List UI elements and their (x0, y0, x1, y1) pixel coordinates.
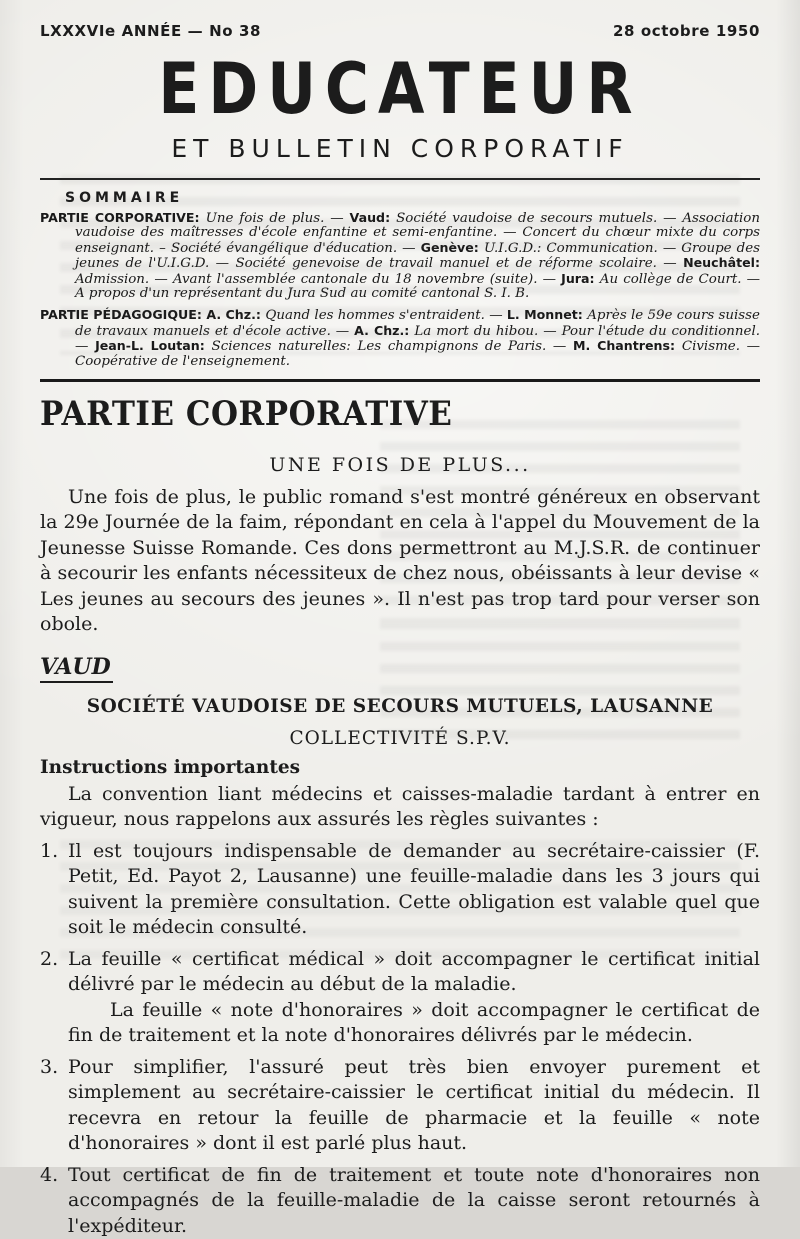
rules-list (40, 839, 760, 1239)
list-item-number: 1. (40, 839, 59, 862)
society-subtitle: COLLECTIVITÉ S.P.V. (289, 727, 511, 749)
journal-title: EDUCATEUR (158, 48, 642, 131)
masthead-row (40, 22, 760, 40)
instructions-intro: La convention liant médecins et caisses-maladie tardant à entrer en vigueur, nous rappelons aux assurés les règles suivantes : (40, 782, 760, 831)
list-item-text: Pour simplifier, l'assuré peut très bien envoyer purement et simplement au secrétaire-caissier le certificat initial du médecin. Il recevra en retour la feuille de pharmacie et la feuille « note d'honoraires » dont il est parlé plus haut. (68, 1055, 760, 1155)
article-paragraph: Une fois de plus, le public romand s'est montré généreux en observant la 29e Journée de la faim, répondant en cela à l'appel du Mouvement de la Jeunesse Suisse Romande. Ces dons permettront au M.J.S.R. de continuer à secourir les enfants nécessiteux de chez nous, obéissants à leur devise « Les jeunes au secours des jeunes ». Il n'est pas trop tard pour verser son obole. (40, 485, 760, 636)
section-heading-corporative: PARTIE CORPORATIVE (40, 394, 453, 434)
sommaire-entry-corporative: PARTIE CORPORATIVE: Une fois de plus. — Vaud: Société vaudoise de secours mutuels. — Association vaudoise des maîtresses d'école enfantine et semi-enfantine. — Concert du chœur mixte du corps enseignant. – Société évangélique d'éducation. — Genève: U.I.G.D.: Communication. — Groupe des jeunes de l'U.I.G.D. — Société genevoise de travail manuel et de réforme scolaire. — Neuchâtel: Admission. — Avant l'assemblée cantonale du 18 novembre (suite). — Jura: Au collège de Court. — A propos d'un représentant du Jura Sud au comité cantonal S. I. B. (40, 210, 761, 302)
list-item-number: 4. (40, 1163, 59, 1186)
list-item (40, 1055, 760, 1157)
journal-subtitle: ET BULLETIN CORPORATIF (171, 134, 629, 163)
region-heading-vaud: VAUD (40, 654, 760, 683)
issue-number: LXXXVIe ANNÉE — No 38 (40, 22, 262, 40)
list-item-text: Tout certificat de fin de traitement et toute note d'honoraires non accompagnés de la feuille-maladie de la caisse seront retournés à l'expéditeur. (68, 1163, 760, 1237)
sommaire-entry-pedagogique: PARTIE PÉDAGOGIQUE: A. Chz.: Quand les hommes s'entraident. — L. Monnet: Après le 59e cours suisse de travaux manuels et d'école active. — A. Chz.: La mort du hibou. — Pour l'étude du conditionnel. — Jean-L. Loutan: Sciences naturelles: Les champignons de Paris. — M. Chantrens: Civisme. — Coopérative de l'enseignement. (40, 307, 761, 369)
list-item (40, 947, 760, 1049)
list-item-text: Il est toujours indispensable de demander au secrétaire-caissier (F. Petit, Ed. Payot 2, Lausanne) une feuille-maladie dans les 3 jours qui suivent la première consultation. Cette obligation est valable quel que soit le médecin consulté. (68, 839, 760, 939)
sommaire-divider (40, 379, 760, 382)
article-title-une-fois-de-plus: UNE FOIS DE PLUS... (269, 453, 531, 476)
list-item-text: La feuille « certificat médical » doit accompagner le certificat initial délivré par le médecin au début de la maladie. (68, 947, 760, 996)
sommaire-heading: SOMMAIRE (65, 190, 184, 206)
instructions-heading: Instructions importantes (40, 756, 301, 778)
society-title: SOCIÉTÉ VAUDOISE DE SECOURS MUTUELS, LAUSANNE (86, 695, 714, 717)
list-item (40, 839, 760, 941)
issue-date: 28 octobre 1950 (612, 22, 760, 40)
list-item-text: La feuille « note d'honoraires » doit accompagner le certificat de fin de traitement et la note d'honoraires délivrés par le médecin. (68, 998, 760, 1047)
list-item-number: 3. (40, 1055, 59, 1078)
list-item (40, 1163, 760, 1239)
list-item-number: 2. (40, 947, 59, 970)
masthead-divider (40, 178, 760, 180)
